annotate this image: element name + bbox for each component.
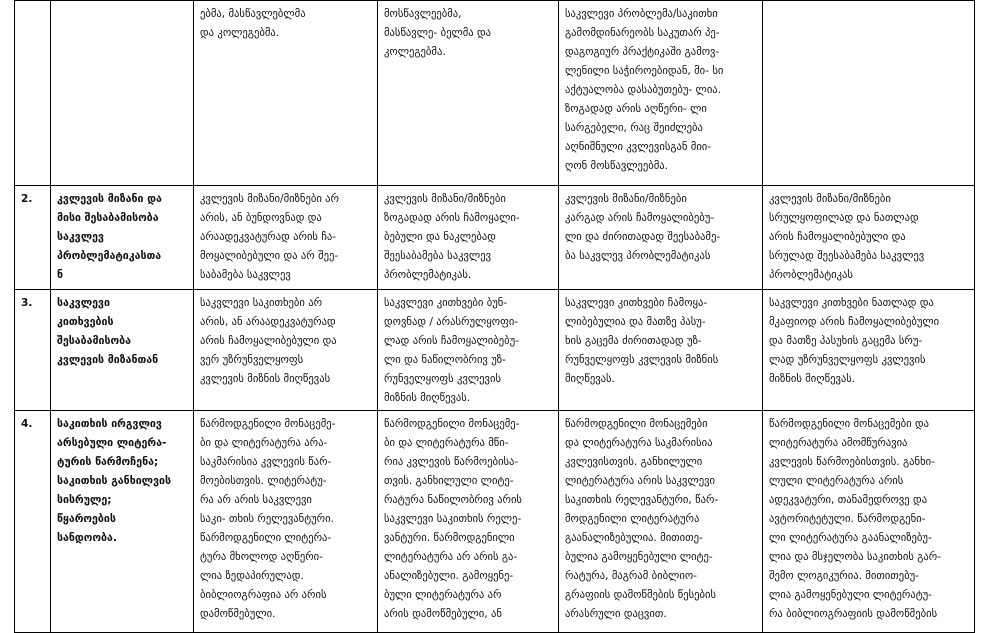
level-cell: მოსწავლეებმა, მასწავლე- ბელმა და კოლეგებმა. — [378, 1, 559, 186]
level-cell: ებმა, მასწავლებლმა და კოლეგებმა. — [194, 1, 378, 186]
rubric-table — [14, 0, 975, 633]
level-cell — [763, 1, 975, 186]
level-cell: საკვლევი კითხვები ბუნ- დოვნად / არასრულყოფი- ლად არის ჩამოყალიბებუ- ლი და ნაწილობრივ უზ- რუნველყოფს კვლევის მიზნის მიღწევას. — [378, 290, 559, 411]
level-cell: საკვლევი საკითხები არ არის, ან არაადეკვატურად არის ჩამოყალიბებული და ვერ უზრუნველყოფს კვლევის მიზნის მიღწევას — [194, 290, 378, 411]
row-number: 4. — [15, 411, 51, 633]
criterion-text: კვლევის მიზანი და მისი შესაბამისობა საკვლევ პრობლემატიკასთა ნ — [57, 193, 162, 281]
level-cell: წარმოდგენილი მონაცემები და ლიტერატურა ამომწურავია კვლევის წარმოებისთვის. განხი- ლული ლიტერატურა არის ადეკვატური, თანამედროვე და ავტორიტეტული. წარმოდგენი- ლი ლიტერატურა გაანალიზებუ- ლია და მსჯელობა საკითხის გარ- შემო ლოგიკურია. მითითებუ- ლია გამოყენებული ლიტერატუ- რა ბიბლიოგრაფიის დამოწმების — [763, 411, 975, 633]
criterion-cell — [51, 290, 194, 411]
level-cell: საკვლევი კითხვები ჩამოყა- ლიბებულია და მათზე პასუ- ხის გაცემა ძირითადად უზ- რუნველყოფს კვლევის მიზნის მიღწევას. — [559, 290, 763, 411]
table-row — [15, 1, 975, 186]
row-number: 2. — [15, 186, 51, 290]
criterion-text: საკითხის ირგვლივ არსებული ლიტერა- ტურის წარმოჩენა; საკითხის განხილვის სისრულე; წყაროების სანდოობა. — [57, 418, 172, 544]
level-cell: კვლევის მიზანი/მიზნები არ არის, ან ბუნდოვნად და არაადეკვატურად არის ჩა- მოყალიბებული და არ შეე- საბამება საკვლევ — [194, 186, 378, 290]
table-row — [15, 411, 975, 633]
level-cell: წარმოდგენილი მონაცემე- ბი და ლიტერატურა მწი- რია კვლევის წარმოებისა- თვის. განხილული ლიტე- რატურა ნაწილობრივ არის საკვლევი საკითხის რელე- ვანტური. წარმოდგენილი ლიტერატურა არ არის გა- ანალიზებული. გამოყენე- ბული ლიტერატურა არ არის დამოწმებული, ან — [378, 411, 559, 633]
criterion-text: საკვლევი კითხვების შესაბამისობა კვლევის მიზანთან — [57, 297, 159, 366]
table-row — [15, 290, 975, 411]
criterion-cell — [51, 1, 194, 186]
criterion-cell — [51, 186, 194, 290]
row-number — [15, 1, 51, 186]
row-number: 3. — [15, 290, 51, 411]
level-cell: საკვლევი პრობლემა/საკითხი გამომდინარეობს საკუთარ პე- დაგოგიურ პრაქტიკაში გამოვ- ლენილი საჭიროებიდან, მი- სი აქტუალობა დასაბუთებუ- ლია. ზოგადად არის აღწერი- ლი სარგებელი, რაც შეიძლება აღნიშნული კვლევისგან მიი- ღონ მოსწავლეებმა. — [559, 1, 763, 186]
level-cell: წარმოდგენილი მონაცემები და ლიტერატურა საკმარისია კვლევისთვის. განხილული ლიტერატურა არის საკვლევი საკითხის რელევანტური, წარ- მოდგენილი ლიტერატურა გაანალიზებულია. მითითე- ბულია გამოყენებული ლიტე- რატურა, მაგრამ ბიბლიო- გრაფიის დამოწმების წესების არასრული დაცვით. — [559, 411, 763, 633]
criterion-cell — [51, 411, 194, 633]
level-cell: საკვლევი კითხვები ნათლად და მკაფიოდ არის ჩამოყალიბებული და მათზე პასუხის გაცემა სრუ- ლად უზრუნველყოფს კვლევის მიზნის მიღწევას. — [763, 290, 975, 411]
table-row — [15, 186, 975, 290]
level-cell: კვლევის მიზანი/მიზნები ზოგადად არის ჩამოყალი- ბებული და ნაკლებად შეესაბამება საკვლევ პრობლემატიკას. — [378, 186, 559, 290]
level-cell: წარმოდგენილი მონაცემე- ბი და ლიტერატურა არა- საკმარისია კვლევის წარ- მოებისთვის. ლიტერატუ- რა არ არის საკვლევი საკი- თხის რელევანტური. წარმოდგენილი ლიტერა- ტურა მხოლოდ აღწერი- ლია ზედაპირულად. ბიბლიოგრაფია არ არის დამოწმებული. — [194, 411, 378, 633]
level-cell: კვლევის მიზანი/მიზნები კარგად არის ჩამოყალიბებუ- ლი და ძირითადად შეესაბამე- ბა საკვლევ პრობლემატიკას — [559, 186, 763, 290]
level-cell: კვლევის მიზანი/მიზნები სრულყოფილად და ნათლად არის ჩამოყალიბებული და სრულად შეესაბამება საკვლევ პრობლემატიკას — [763, 186, 975, 290]
